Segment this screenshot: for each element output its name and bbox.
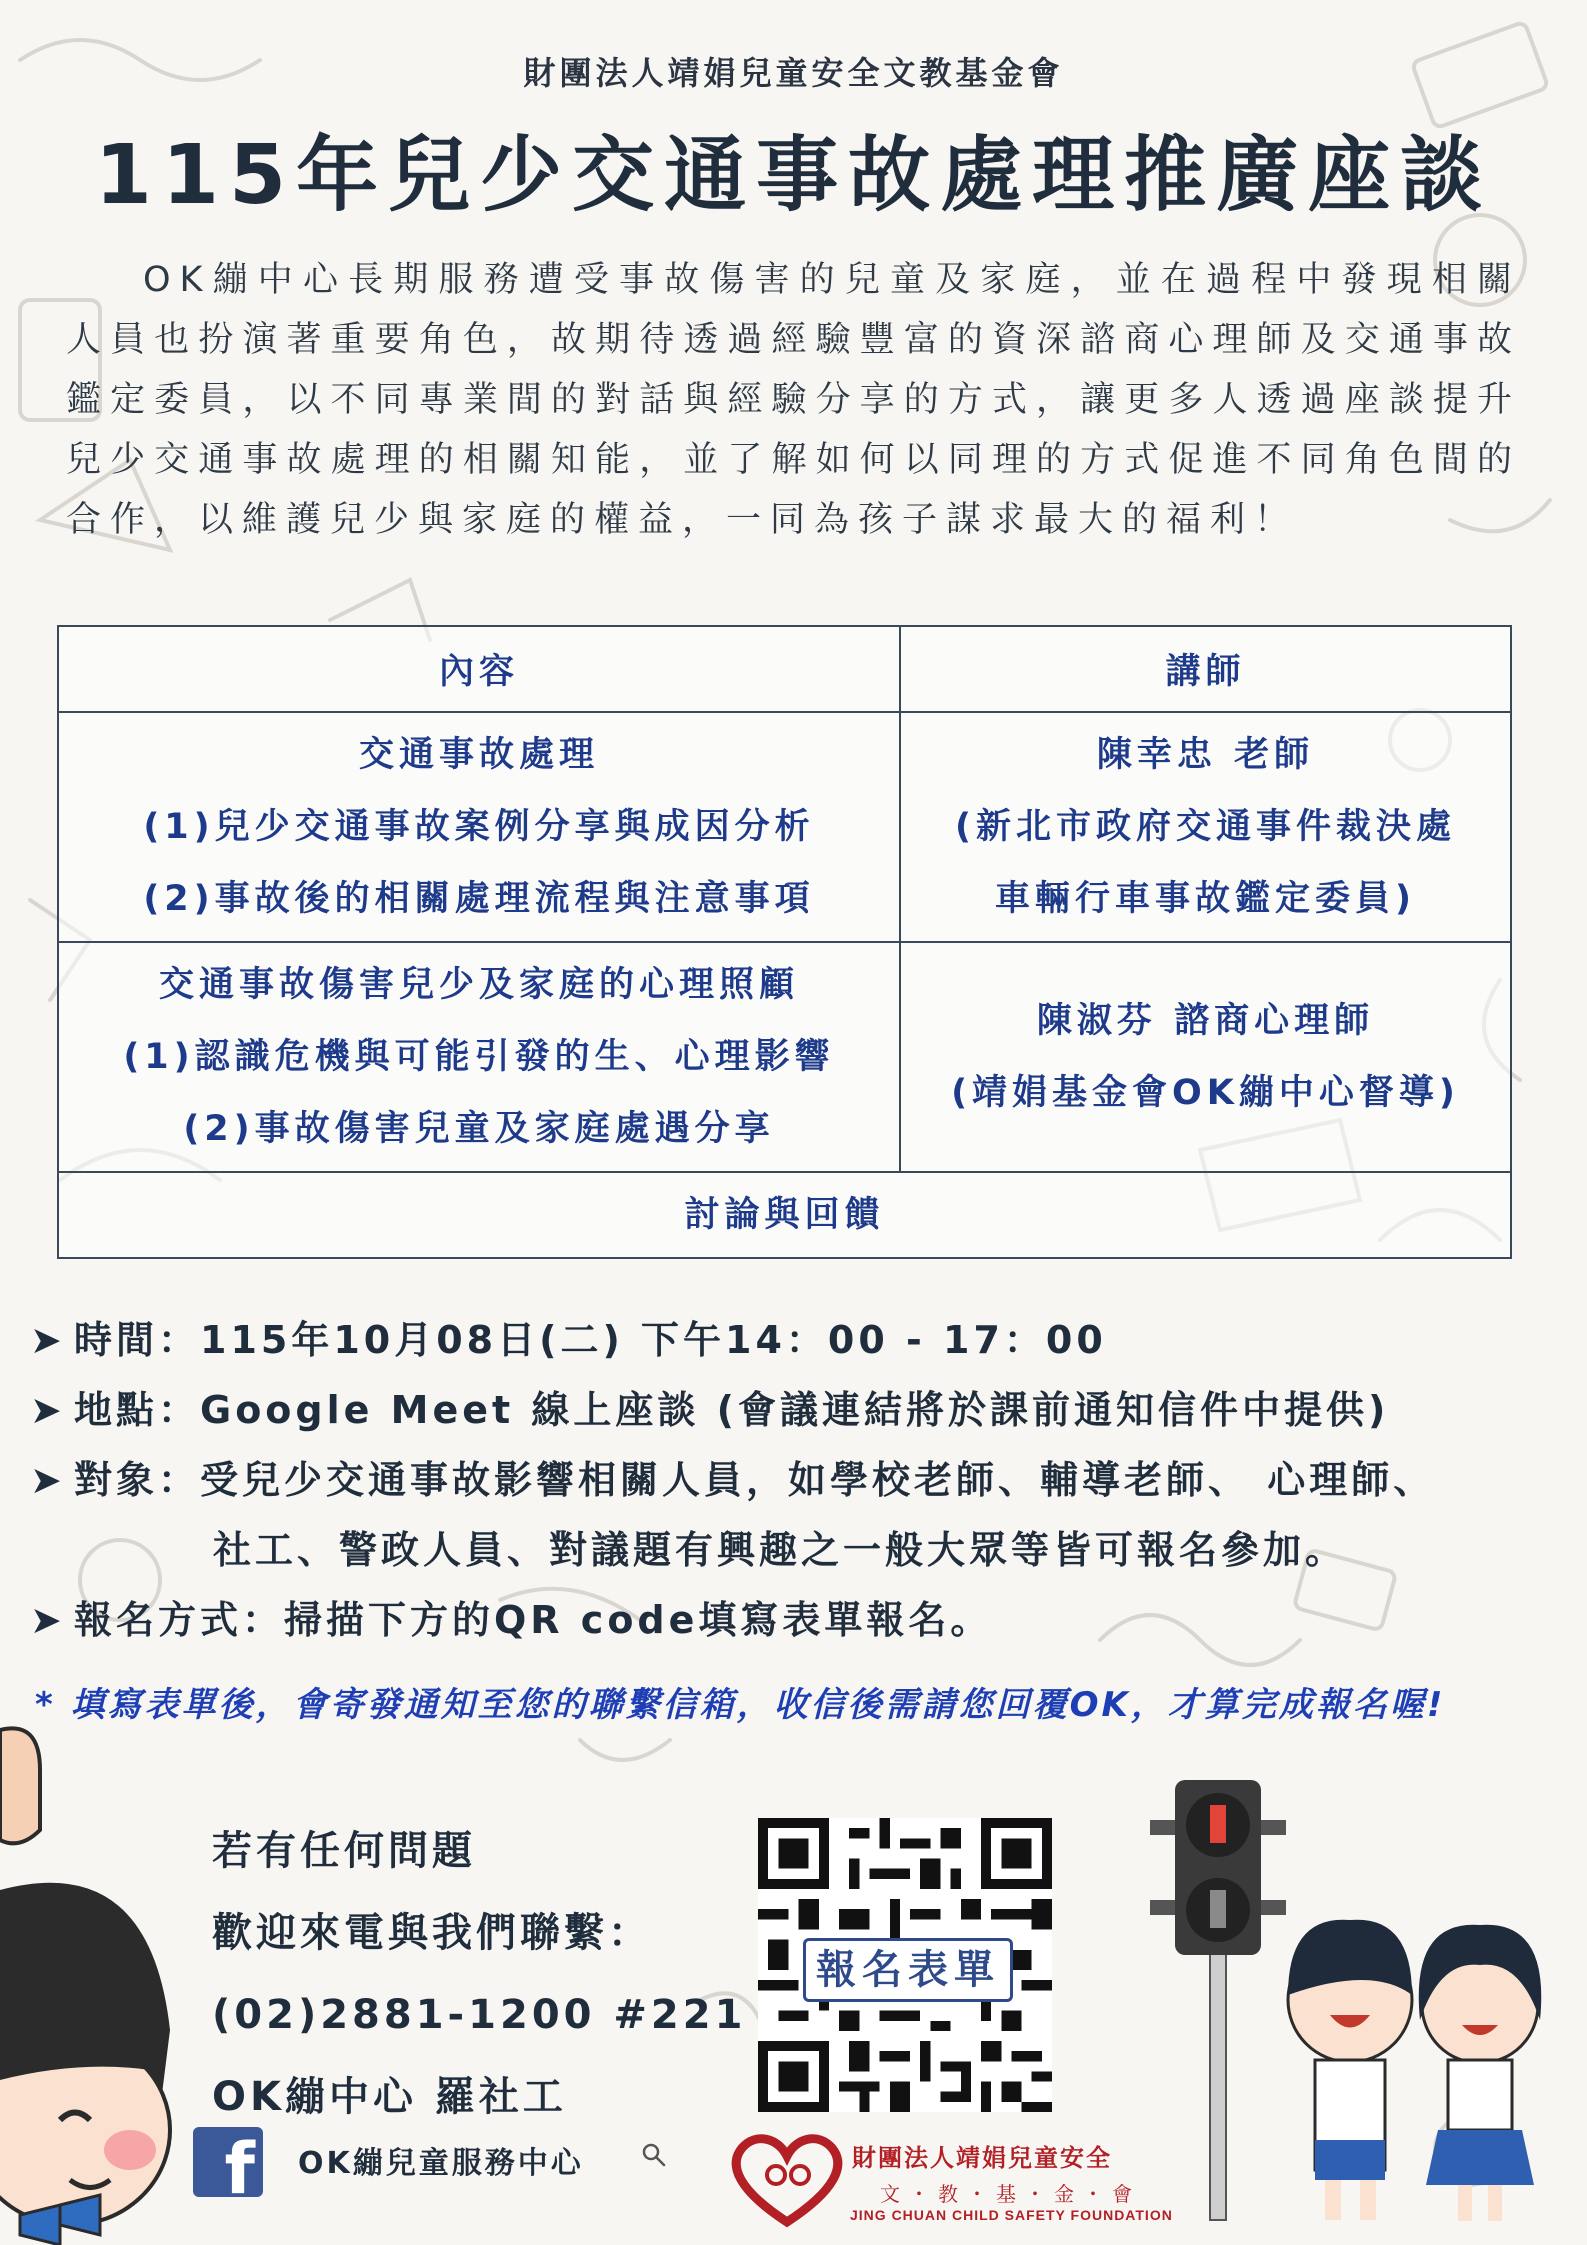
contact-person: OK繃中心 羅社工 (212, 2074, 567, 2120)
foundation-english-name: JING CHUAN CHILD SAFETY FOUNDATION (850, 2207, 1173, 2223)
facebook-icon[interactable]: f (193, 2127, 263, 2197)
session-content (58, 712, 900, 942)
audience-text: 對象：受兒少交通事故影響相關人員，如學校老師、輔導老師、 心理師、 (74, 1458, 1436, 1502)
contact-line: 歡迎來電與我們聯繫： (212, 1910, 652, 1956)
info-signup (30, 1585, 1570, 1655)
page-title: 115年兒少交通事故處理推廣座談 (94, 128, 1493, 223)
time-text: 時間：115年10月08日(二) 下午14：00 - 17：00 (74, 1318, 1107, 1362)
event-info (30, 1305, 1570, 1655)
foundation-name: 財團法人靖娟兒童安全 (852, 2144, 1112, 2172)
session-content (58, 942, 900, 1172)
speaker-name: 陳淑芬 諮商心理師 (1036, 1001, 1375, 1041)
qr-label: 報名表單 (803, 1938, 1013, 2002)
arrow-icon: ➤ (30, 1318, 66, 1362)
session-closing: 討論與回饋 (58, 1172, 1511, 1258)
speaker-title: (新北市政府交通事件裁決處 (955, 807, 1456, 847)
info-location (30, 1375, 1570, 1445)
session-item: (1)認識危機與可能引發的生、心理影響 (123, 1037, 835, 1077)
signup-notice: * 填寫表單後，會寄發通知至您的聯繫信箱，收信後需請您回覆OK，才算完成報名喔! (35, 1685, 1446, 1725)
foundation-heart-logo (728, 2130, 846, 2230)
info-audience-continued: 社工、警政人員、對議題有興趣之一般大眾等皆可報名參加。 (213, 1528, 1348, 1572)
session-item: (2)事故後的相關處理流程與注意事項 (143, 879, 815, 919)
session-title: 交通事故處理 (358, 735, 599, 775)
table-header-row (58, 626, 1511, 712)
traffic-light-kids-illustration (1120, 1780, 1560, 2225)
info-audience (30, 1445, 1570, 1515)
contact-line: 若有任何問題 (212, 1828, 476, 1874)
contact-info (212, 1810, 746, 2138)
organization-name: 財團法人靖娟兒童安全文教基金會 (523, 54, 1064, 92)
foundation-subtitle: 文・教・基・金・會 (880, 2182, 1141, 2206)
header-speaker: 講師 (900, 626, 1511, 712)
table-row (58, 942, 1511, 1172)
signup-text: 報名方式：掃描下方的QR code填寫表單報名。 (74, 1598, 993, 1642)
speaker-title: (靖娟基金會OK繃中心督導) (951, 1073, 1460, 1113)
session-speaker (900, 712, 1511, 942)
contact-phone[interactable]: (02)2881-1200 #221 (212, 1992, 747, 2038)
arrow-icon: ➤ (30, 1598, 66, 1642)
schedule-table (57, 625, 1512, 1259)
speaker-title: 車輛行車事故鑑定委員) (995, 879, 1416, 919)
speaker-name: 陳幸忠 老師 (1096, 735, 1315, 775)
intro-paragraph: OK繃中心長期服務遭受事故傷害的兒童及家庭，並在過程中發現相關人員也扮演著重要角色，故期待透過經驗豐富的資深諮商心理師及交通事故鑑定委員，以不同專業間的對話與經驗分享的方式，讓更多人透過座談提升兒少交通事故處理的相關知能，並了解如何以同理的方式促進不同角色間的合作，以維護兒少與家庭的權益，一同為孩子謀求最大的福利！ (66, 260, 1521, 540)
arrow-icon: ➤ (30, 1458, 66, 1502)
location-text: 地點：Google Meet 線上座談 (會議連結將於課前通知信件中提供) (74, 1388, 1390, 1432)
session-item: (1)兒少交通事故案例分享與成因分析 (143, 807, 815, 847)
cartoon-girl-illustration (0, 1710, 200, 2245)
facebook-page-name[interactable]: OK繃兒童服務中心 (298, 2146, 584, 2181)
session-item: (2)事故傷害兒童及家庭處遇分享 (183, 1109, 775, 1149)
table-row (58, 712, 1511, 942)
search-icon[interactable] (641, 2142, 667, 2168)
info-time (30, 1305, 1570, 1375)
header-content: 內容 (58, 626, 900, 712)
session-speaker (900, 942, 1511, 1172)
arrow-icon: ➤ (30, 1388, 66, 1432)
table-row (58, 1172, 1511, 1258)
session-title: 交通事故傷害兒少及家庭的心理照顧 (158, 965, 799, 1005)
